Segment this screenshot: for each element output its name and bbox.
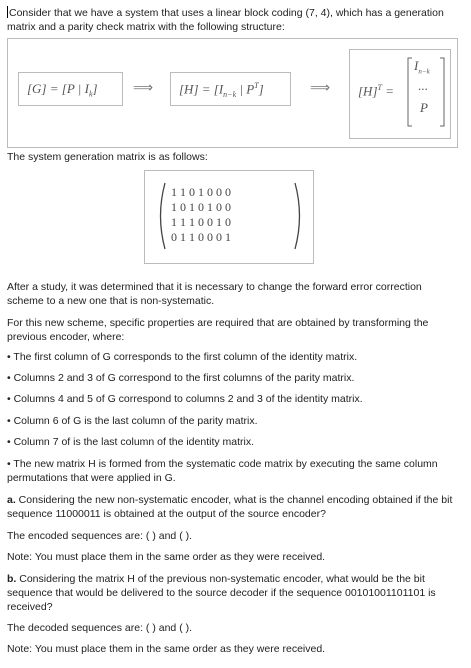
- ht-structure-box: [349, 49, 451, 139]
- generation-matrix-figure: [144, 170, 314, 264]
- matrix-row: 1 0 1 0 1 0 0: [171, 200, 231, 214]
- question-a-label: a.: [7, 494, 16, 506]
- answer-b-line: The decoded sequences are: ( ) and ( ).: [7, 622, 193, 634]
- question-a: [7, 493, 461, 521]
- change-paragraph: After a study, it was determined that it is necessary to change the forward error correction scheme to a new one that is non-systematic.: [7, 281, 422, 307]
- h-structure-box: [170, 72, 291, 106]
- implies-arrow-2: ⟹: [310, 79, 331, 95]
- note-b: Note: You must place them in the same order as they were received.: [7, 643, 326, 655]
- matrix-body: [171, 185, 231, 245]
- note-a: Note: You must place them in the same order as they were received.: [7, 551, 326, 563]
- ht-label: $[H]^T$ =: [358, 83, 394, 99]
- question-b: [7, 572, 461, 614]
- properties-paragraph: For this new scheme, specific properties are required that are obtained by transforming the previous encoder, where:: [7, 317, 429, 343]
- question-b-text: Considering the matrix H of the previous non-systematic encoder, what would be the bit sequence that would be delivered to the source decoder if the sequence 00101001101101 is received?: [7, 573, 436, 613]
- bullet-item: • Columns 4 and 5 of G correspond to columns 2 and 3 of the identity matrix.: [7, 393, 363, 405]
- matrix-row: 1 1 0 1 0 0 0: [171, 185, 231, 199]
- g-formula: [G] = [P | $I_k$]: [27, 81, 98, 99]
- structure-figure: [7, 38, 458, 148]
- answer-a-line: The encoded sequences are: ( ) and ( ).: [7, 530, 193, 542]
- intro-paragraph: [7, 6, 461, 34]
- text-cursor: [7, 6, 8, 18]
- bullet-item: • The new matrix H is formed from the systematic code matrix by executing the same column permutations that were applied in G.: [7, 458, 438, 484]
- matrix-row: 1 1 1 0 0 1 0: [171, 215, 231, 229]
- question-b-label: b.: [7, 573, 17, 585]
- g-structure-box: [18, 72, 123, 106]
- implies-arrow-1: ⟹: [133, 79, 154, 95]
- question-a-text: Considering the new non-systematic encoder, what is the channel encoding obtained if the bit sequence 11000011 is obtained at the output of the source encoder?: [7, 494, 453, 520]
- bullet-item: • Columns 2 and 3 of G correspond to the first columns of the parity matrix.: [7, 372, 355, 384]
- bullet-item: • Column 7 of is the last column of the identity matrix.: [7, 436, 255, 448]
- h-formula: $[H] = [I_{n-k}$ | $P^T$]: [179, 81, 264, 99]
- matrix-row: 0 1 1 0 0 0 1: [171, 230, 231, 244]
- ht-parity: P: [420, 100, 428, 115]
- intro-text: Consider that we have a system that uses a linear block coding (7, 4), which has a generation matrix and a parity check matrix with the following structure:: [7, 7, 444, 33]
- ht-dots: ...: [418, 78, 428, 93]
- ht-identity: $I_{n-k}$: [414, 58, 430, 76]
- gen-matrix-label: The system generation matrix is as follows:: [7, 151, 208, 163]
- bullet-item: • Column 6 of G is the last column of the parity matrix.: [7, 415, 258, 427]
- bullet-item: • The first column of G corresponds to the first column of the identity matrix.: [7, 351, 358, 363]
